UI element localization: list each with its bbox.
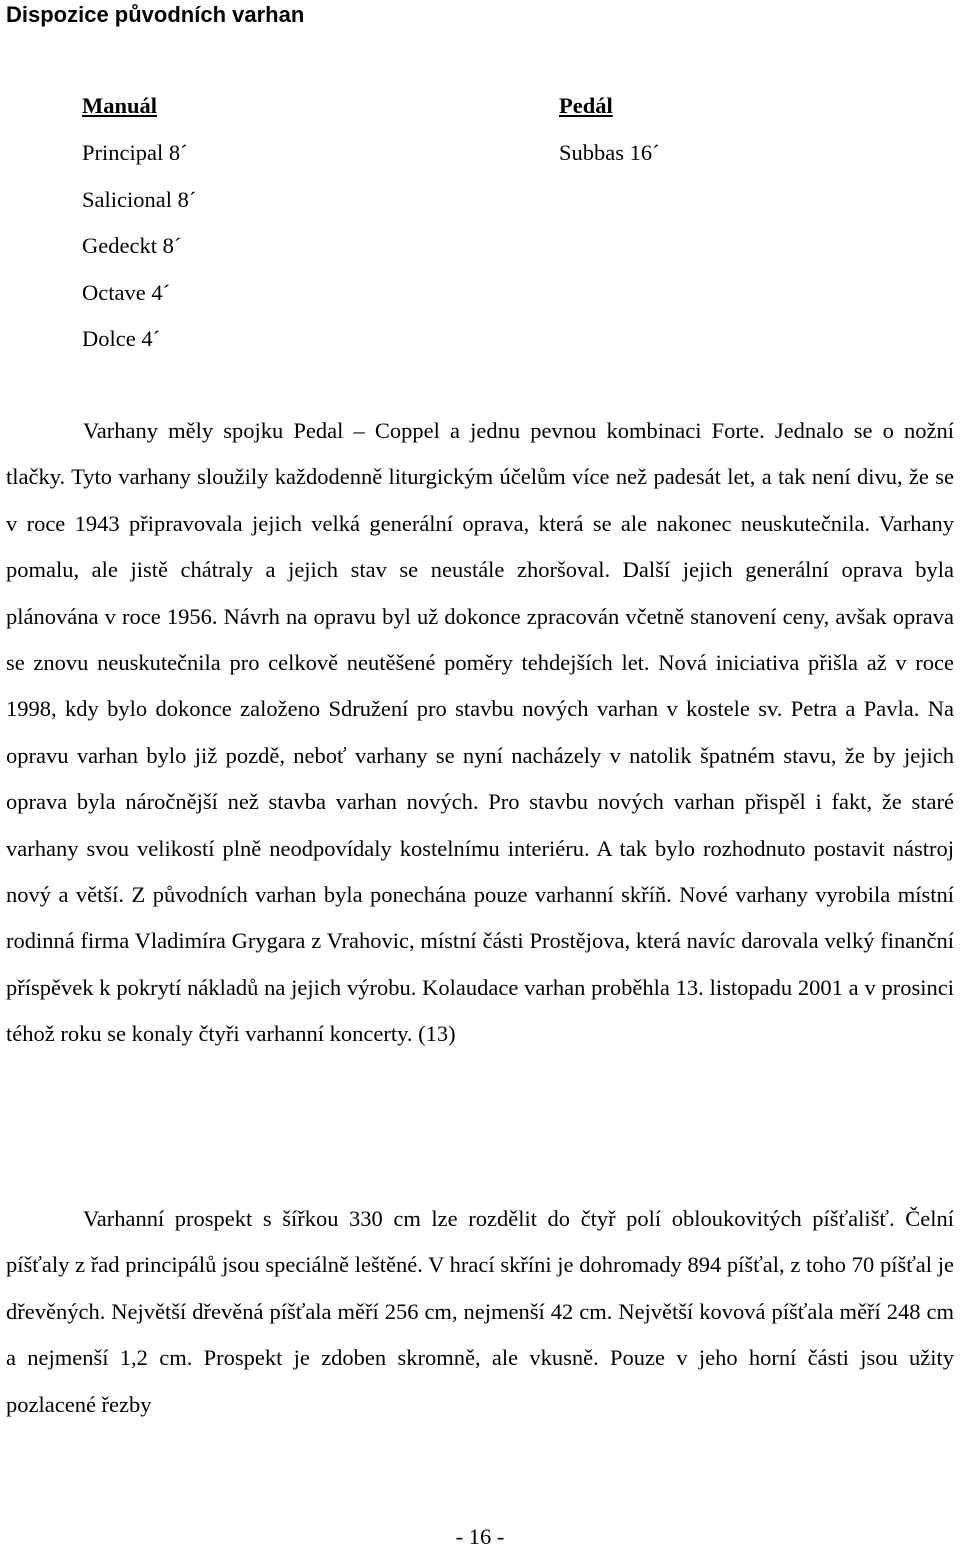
manual-stop: Dolce 4´	[82, 326, 161, 351]
body-paragraph: Varhany měly spojku Pedal – Coppel a jednu pevnou kombinaci Forte. Jednalo se o nožní tlačky. Tyto varhany sloužily každodenně liturgickým účelům více než padesát let, a tak není divu, že se v roce 1943 připravovala jejich velká generální oprava, která se ale nakonec neuskutečnila. Varhany pomalu, ale jistě chátraly a jejich stav se neustále zhoršoval. Další jejich generální oprava byla plánována v roce 1956. Návrh na opravu byl už dokonce zpracován včetně stanovení ceny, avšak oprava se znovu neuskutečnila pro celkově neutěšené poměry tehdejších let. Nová iniciativa přišla až v roce 1998, kdy bylo dokonce založeno Sdružení pro stavbu nových varhan v kostele sv. Petra a Pavla. Na opravu varhan bylo již pozdě, neboť varhany se nyní nacházely v natolik špatném stavu, že by jejich oprava byla náročnější než stavba varhan nových. Pro stavbu nových varhan přispěl i fakt, že staré varhany svou velikostí plně neodpovídaly kostelnímu interiéru. A tak bylo rozhodnuto postavit nástroj nový a větší. Z původních varhan byla ponechána pouze varhanní skříň. Nové varhany vyrobila místní rodinná firma Vladimíra Grygara z Vrahovic, místní části Prostějova, která navíc darovala velký finanční příspěvek k pokrytí nákladů na jejich výrobu. Kolaudace varhan proběhla 13. listopadu 2001 a v prosinci téhož roku se konaly čtyři varhanní koncerty. (13)	[6, 418, 954, 1047]
page-number: - 16 -	[455, 1524, 505, 1549]
manual-stop: Gedeckt 8´	[82, 233, 182, 258]
body-paragraph: Varhanní prospekt s šířkou 330 cm lze rozdělit do čtyř polí obloukovitých píšťališť. Čelní píšťaly z řad principálů jsou speciálně leštěné. V hrací skříni je dohromady 894 píšťal, z toho 70 píšťal je dřevěných. Největší dřevěná píšťala měří 256 cm, nejmenší 42 cm. Největší kovová píšťala měří 248 cm a nejmenší 1,2 cm. Prospekt je zdoben skromně, ale vkusně. Pouze v jeho horní části jsou užity pozlacené řezby	[6, 1206, 954, 1417]
manual-column	[82, 90, 196, 355]
page-heading: Dispozice původních varhan	[6, 2, 305, 27]
manual-stop: Octave 4´	[82, 279, 171, 305]
manual-stop: Principal 8´	[82, 140, 188, 165]
manual-title: Manuál	[82, 93, 158, 118]
pedal-column	[559, 90, 660, 169]
pedal-stop: Subbas 16´	[559, 140, 660, 165]
manual-stop: Salicional 8´	[82, 186, 197, 212]
pedal-title: Pedál	[559, 93, 613, 118]
